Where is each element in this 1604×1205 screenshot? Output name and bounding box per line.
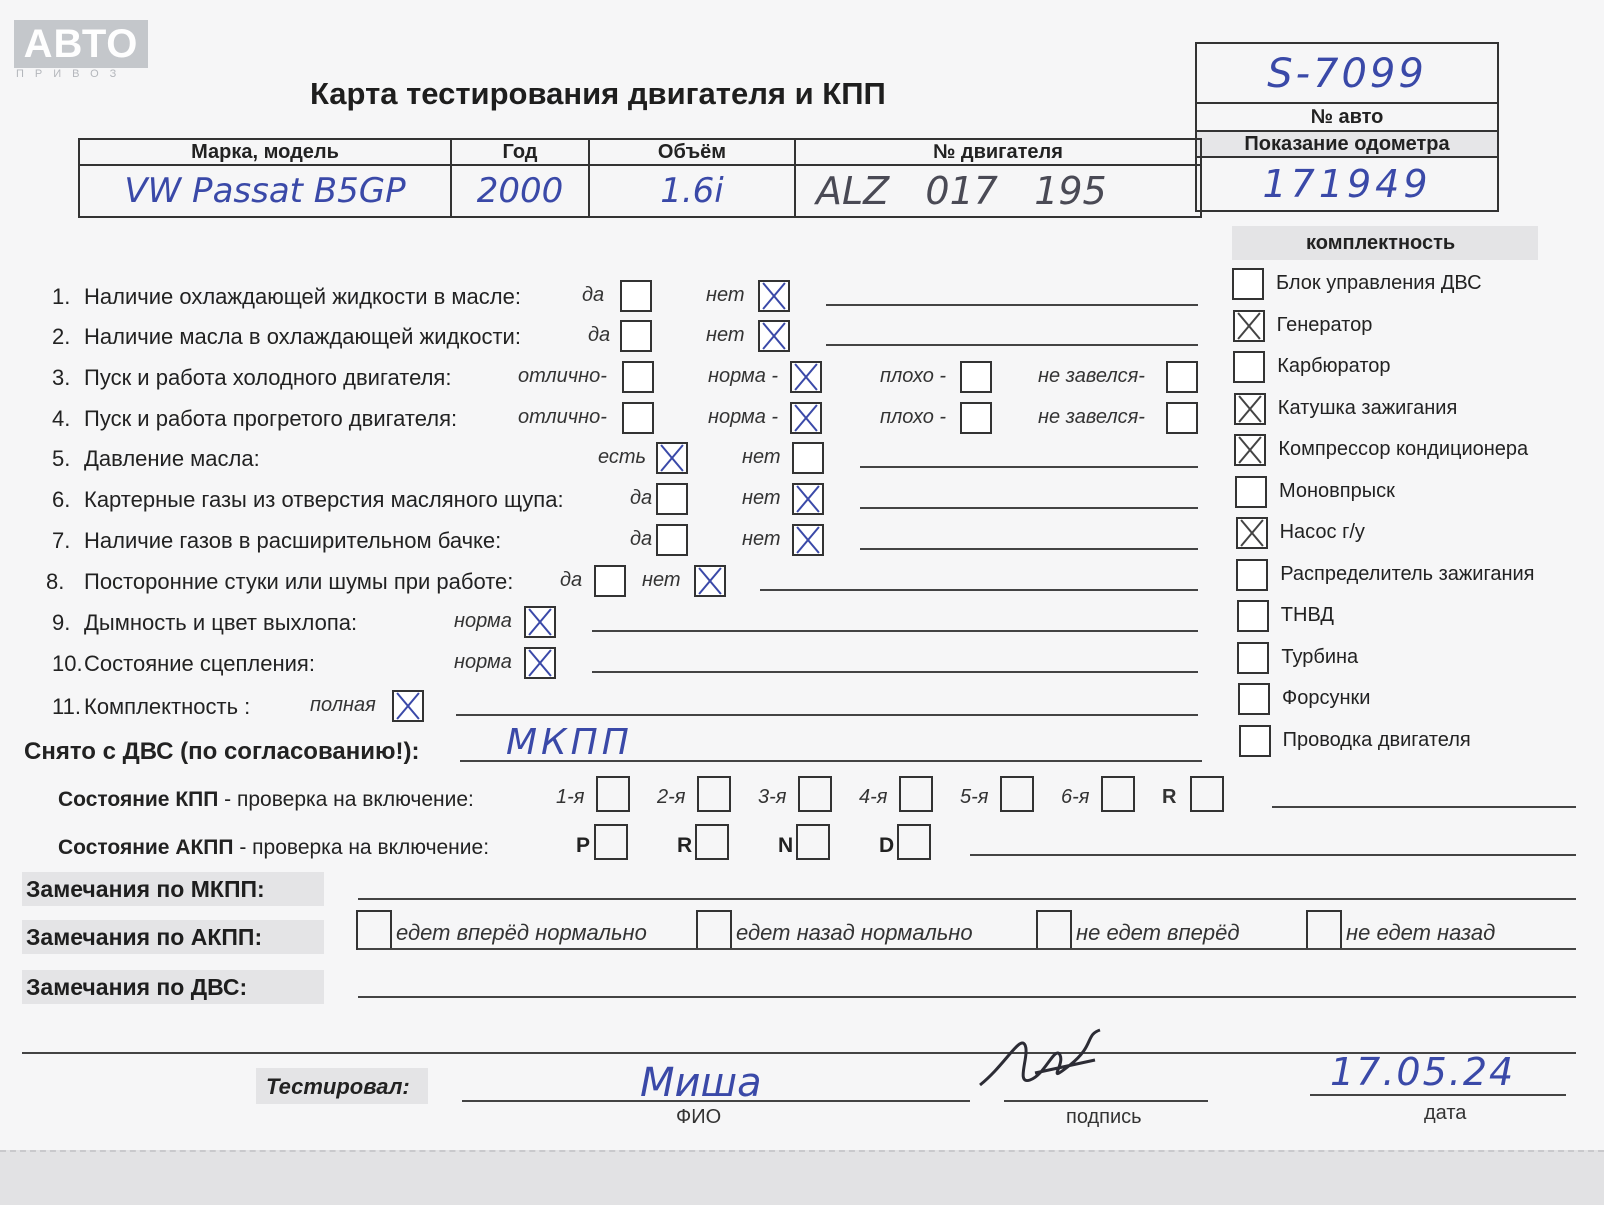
akpp-mode-checkbox[interactable]	[796, 824, 830, 860]
option-checkbox[interactable]	[1166, 402, 1198, 434]
remarks-akpp-label: Замечания по АКПП:	[26, 924, 263, 950]
option-label: да	[630, 528, 653, 550]
akpp-remark-checkbox[interactable]	[356, 910, 392, 950]
option-label: нет	[706, 284, 745, 306]
akpp-remark-checkbox[interactable]	[696, 910, 732, 950]
akpp-label-rest: - проверка на включение:	[233, 836, 490, 859]
completeness-checkbox[interactable]	[1237, 600, 1269, 632]
kpp-label-rest: - проверка на включение:	[218, 788, 474, 811]
question-number: 4.	[52, 406, 71, 431]
kpp-label-bold: Состояние КПП	[58, 788, 219, 811]
option-checkbox[interactable]	[790, 361, 822, 393]
completeness-item-label: Катушка зажигания	[1277, 396, 1458, 419]
volume-label: Объём	[589, 139, 795, 165]
completeness-checkbox[interactable]	[1234, 434, 1266, 466]
answer-line	[826, 344, 1198, 346]
option-checkbox[interactable]	[792, 442, 824, 474]
question-text: Наличие масла в охлаждающей жидкости:	[84, 324, 521, 349]
akpp-mode-checkbox[interactable]	[695, 824, 729, 860]
kpp-gear-label: 1-я	[556, 786, 585, 808]
option-label: не завелся-	[1038, 365, 1145, 387]
kpp-gear-checkbox[interactable]	[798, 776, 832, 812]
akpp-label	[58, 836, 489, 860]
kpp-gear-label: 6-я	[1061, 786, 1090, 808]
year-label: Год	[451, 139, 589, 165]
option-label: полная	[310, 694, 376, 716]
akpp-mode-label: R	[677, 834, 693, 857]
kpp-gear-label: 2-я	[657, 786, 686, 808]
completeness-item-label: Моновпрыск	[1279, 479, 1395, 502]
answer-line	[860, 548, 1198, 550]
completeness-item-label: Распределитель зажигания	[1280, 562, 1535, 585]
option-checkbox[interactable]	[656, 442, 688, 474]
kpp-gear-label: 3-я	[758, 786, 787, 808]
akpp-remark-checkbox[interactable]	[1306, 910, 1342, 950]
question-number: 5.	[52, 446, 71, 471]
completeness-checkbox[interactable]	[1237, 642, 1269, 674]
option-label: плохо -	[880, 365, 947, 387]
odometer-label: Показание одометра	[1197, 132, 1497, 158]
question-text: Картерные газы из отверстия масляного щупа:	[84, 487, 564, 512]
akpp-remark-label: едет вперёд нормально	[396, 920, 647, 945]
answer-line	[860, 507, 1198, 509]
question-text: Пуск и работа прогретого двигателя:	[84, 406, 458, 431]
option-label: да	[560, 569, 583, 591]
option-label: нет	[706, 324, 745, 346]
question-number: 6.	[52, 487, 71, 512]
question-text: Пуск и работа холодного двигателя:	[84, 365, 452, 390]
completeness-item-label: Проводка двигателя	[1282, 728, 1471, 751]
question-number: 10.	[52, 651, 83, 676]
odometer-cell	[1197, 158, 1497, 210]
question-number: 3.	[52, 365, 71, 390]
car-number-label: № авто	[1197, 104, 1497, 132]
vehicle-header-table	[78, 138, 1202, 218]
completeness-item-label: ТНВД	[1280, 604, 1334, 626]
question-text: Давление масла:	[84, 446, 260, 471]
question-number: 7.	[52, 528, 71, 553]
completeness-title: комплектность	[1306, 232, 1456, 254]
year-value: 2000	[451, 165, 589, 217]
option-checkbox[interactable]	[620, 280, 652, 312]
option-label: нет	[642, 569, 681, 591]
option-checkbox[interactable]	[758, 320, 790, 352]
akpp-remark-label: едет назад нормально	[736, 920, 973, 945]
question-text: Посторонние стуки или шумы при работе:	[84, 569, 514, 594]
question-number: 8.	[46, 569, 65, 594]
option-checkbox[interactable]	[1166, 361, 1198, 393]
test-date: 17.05.24	[1330, 1050, 1516, 1094]
option-checkbox[interactable]	[792, 483, 824, 515]
completeness-checkbox[interactable]	[1234, 393, 1266, 425]
question-text: Наличие охлаждающей жидкости в масле:	[84, 284, 521, 309]
kpp-gear-checkbox[interactable]	[899, 776, 933, 812]
completeness-item-label: Блок управления ДВС	[1276, 272, 1482, 294]
option-checkbox[interactable]	[758, 280, 790, 312]
option-label: норма -	[708, 365, 779, 387]
make-model-label: Марка, модель	[79, 139, 451, 165]
akpp-remark-checkbox[interactable]	[1036, 910, 1072, 950]
car-number-cell	[1197, 44, 1497, 104]
option-label: да	[582, 284, 605, 306]
kpp-gear-checkbox[interactable]	[1101, 776, 1135, 812]
answer-line	[760, 589, 1198, 591]
completeness-checkbox[interactable]	[1233, 351, 1265, 383]
option-label: нет	[742, 528, 781, 550]
akpp-mode-checkbox[interactable]	[897, 824, 931, 860]
answer-line	[592, 630, 1198, 632]
option-checkbox[interactable]	[960, 402, 992, 434]
question-text: Состояние сцепления:	[84, 651, 315, 676]
option-checkbox[interactable]	[392, 690, 424, 722]
kpp-gear-label: R	[1162, 786, 1177, 808]
kpp-line	[1272, 806, 1576, 808]
option-checkbox[interactable]	[790, 402, 822, 434]
option-checkbox[interactable]	[694, 565, 726, 597]
removed-label	[24, 738, 419, 766]
kpp-gear-checkbox[interactable]	[697, 776, 731, 812]
question-number: 1.	[52, 284, 71, 309]
completeness-item-label: Компрессор кондиционера	[1278, 438, 1529, 460]
remarks-akpp-line	[358, 948, 1576, 950]
engine-number-value: ALZ 017 195	[795, 165, 1201, 217]
signature-caption: подпись	[1066, 1106, 1142, 1128]
make-model-value: VW Passat B5GP	[79, 165, 451, 217]
remarks-mkpp-label: Замечания по МКПП:	[26, 876, 265, 902]
removed-label-text: Снято с ДВС (по согласованию!):	[24, 738, 420, 765]
akpp-label-bold: Состояние АКПП	[58, 836, 234, 859]
option-label: норма	[454, 651, 512, 673]
completeness-checkbox[interactable]	[1236, 517, 1268, 549]
akpp-line	[970, 854, 1576, 856]
kpp-gear-checkbox[interactable]	[1190, 776, 1224, 812]
completeness-item-label: Карбюратор	[1277, 355, 1391, 377]
name-line	[462, 1100, 970, 1102]
tested-label: Тестировал:	[266, 1074, 410, 1099]
remarks-dvs-label: Замечания по ДВС:	[26, 974, 248, 1000]
completeness-checkbox[interactable]	[1239, 725, 1271, 757]
answer-line	[826, 304, 1198, 306]
remarks-mkpp-line	[358, 898, 1576, 900]
completeness-item-label: Насос г/у	[1279, 521, 1365, 543]
question-number: 11.	[52, 694, 81, 719]
option-label: есть	[598, 446, 647, 468]
option-label: норма -	[708, 406, 779, 428]
option-checkbox[interactable]	[622, 361, 654, 393]
completeness-checkbox[interactable]	[1233, 310, 1265, 342]
kpp-label	[58, 788, 474, 812]
option-label: да	[588, 324, 611, 346]
akpp-remark-label: не едет назад	[1346, 920, 1496, 945]
question-text: Дымность и цвет выхлопа:	[84, 610, 358, 635]
option-label: нет	[742, 446, 781, 468]
option-label: не завелся-	[1038, 406, 1145, 428]
completeness-item-label: Форсунки	[1282, 687, 1371, 709]
date-line	[1310, 1094, 1566, 1096]
kpp-gear-label: 4-я	[859, 786, 888, 808]
engine-number-label: № двигателя	[795, 139, 1201, 165]
kpp-gear-checkbox[interactable]	[596, 776, 630, 812]
name-caption: ФИО	[676, 1106, 722, 1128]
removed-value: МКПП	[506, 722, 633, 763]
date-caption: дата	[1424, 1102, 1467, 1124]
completeness-checkbox[interactable]	[1235, 476, 1267, 508]
option-checkbox[interactable]	[524, 606, 556, 638]
option-label: норма	[454, 610, 512, 632]
car-number-odometer-box	[1195, 42, 1499, 212]
question-number: 9.	[52, 610, 71, 635]
option-checkbox[interactable]	[656, 483, 688, 515]
signature-image	[975, 1025, 1105, 1095]
option-checkbox[interactable]	[656, 524, 688, 556]
option-checkbox[interactable]	[792, 524, 824, 556]
akpp-mode-label: N	[778, 834, 794, 857]
option-label: отлично-	[518, 365, 607, 387]
tester-name: Миша	[640, 1060, 762, 1106]
option-checkbox[interactable]	[524, 647, 556, 679]
option-label: плохо -	[880, 406, 947, 428]
completeness-checkbox[interactable]	[1238, 683, 1270, 715]
signature-line	[1004, 1100, 1208, 1102]
akpp-mode-checkbox[interactable]	[594, 824, 628, 860]
answer-line	[592, 671, 1198, 673]
odometer-value: 171949	[1262, 162, 1432, 206]
kpp-gear-label: 5-я	[960, 786, 989, 808]
remarks-dvs-line	[358, 996, 1576, 998]
completeness-item-label: Генератор	[1276, 313, 1373, 336]
option-checkbox[interactable]	[622, 402, 654, 434]
option-checkbox[interactable]	[594, 565, 626, 597]
completeness-item-label: Турбина	[1281, 645, 1359, 668]
answer-line	[456, 714, 1198, 716]
completeness-checkbox[interactable]	[1232, 268, 1264, 300]
question-number: 2.	[52, 324, 71, 349]
question-text: Наличие газов в расширительном бачке:	[84, 528, 502, 553]
completeness-checkbox[interactable]	[1236, 559, 1268, 591]
option-label: нет	[742, 487, 781, 509]
question-text: Комплектность :	[84, 694, 251, 719]
avto-privoz-logo: АВТО	[14, 20, 148, 68]
removed-line	[460, 760, 1202, 762]
page-title: Карта тестирования двигателя и КПП	[310, 76, 886, 111]
logo-subtitle: ПРИВОЗ	[16, 68, 128, 80]
car-number-value: S-7099	[1267, 51, 1427, 97]
volume-value: 1.6i	[589, 165, 795, 217]
answer-line	[860, 466, 1198, 468]
akpp-mode-label: P	[576, 834, 591, 857]
option-label: да	[630, 487, 653, 509]
kpp-gear-checkbox[interactable]	[1000, 776, 1034, 812]
akpp-mode-label: D	[879, 834, 895, 857]
torn-edge	[0, 1150, 1604, 1205]
option-checkbox[interactable]	[620, 320, 652, 352]
option-label: отлично-	[518, 406, 607, 428]
option-checkbox[interactable]	[960, 361, 992, 393]
akpp-remark-label: не едет вперёд	[1076, 920, 1240, 945]
